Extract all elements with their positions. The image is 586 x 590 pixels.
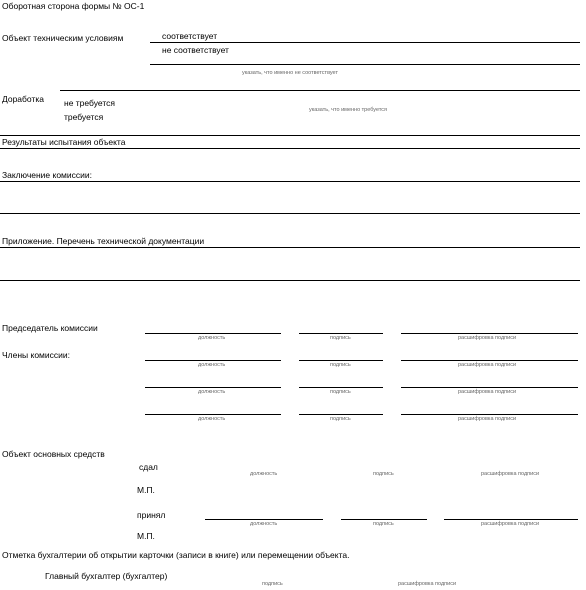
chair-position-caption: должность [198,335,226,341]
compliance-hint: указать, что именно не соответствует [242,70,338,76]
commission-chair-label: Председатель комиссии [2,323,98,333]
compliance-line [150,42,580,43]
attachment-label: Приложение. Перечень технической документации [2,236,205,246]
received-decoding-caption: расшифровка подписи [481,521,540,527]
member-2-position-caption: должность [198,389,226,395]
conclusion-line-1 [0,181,580,182]
member-2-signature-caption: подпись [330,389,351,395]
member-2-signature-line [299,387,383,388]
chair-signature-caption: подпись [330,335,351,341]
handed-over-decoding-caption: расшифровка подписи [481,471,540,477]
handed-over-stamp: М.П. [137,485,155,495]
conclusion-line-2 [0,213,580,214]
member-2-decoding-line [401,387,578,388]
member-3-signature-line [299,414,383,415]
compliance-detail-line [150,64,580,65]
chair-decoding-line [401,333,578,334]
compliance-label: Объект техническим условиям [2,33,124,43]
rework-line [60,90,580,91]
received-signature-line [341,519,427,520]
attachment-line-1 [0,247,580,248]
handed-over-signature-caption: подпись [373,471,394,477]
accounting-label: Отметка бухгалтерии об открытии карточки (записи в книге) или перемещении объекта. [2,550,350,560]
received-position-caption: должность [250,521,278,527]
rework-option-yes: требуется [64,112,104,122]
received-signature-caption: подпись [373,521,394,527]
member-1-decoding-caption: расшифровка подписи [458,362,517,368]
member-3-signature-caption: подпись [330,416,351,422]
compliance-option-no: не соответствует [162,45,229,55]
compliance-option-yes: соответствует [162,31,218,41]
member-1-signature-caption: подпись [330,362,351,368]
member-1-signature-line [299,360,383,361]
chief-signature-caption: подпись [262,581,283,587]
conclusion-label: Заключение комиссии: [2,170,93,180]
chief-accountant-label: Главный бухгалтер (бухгалтер) [45,571,168,581]
member-3-position-line [145,414,281,415]
attachment-line-2 [0,280,580,281]
commission-members-label: Члены комиссии: [2,350,71,360]
handed-over-label: сдал [139,462,158,472]
test-results-line [0,148,580,149]
chair-signature-line [299,333,383,334]
chief-decoding-caption: расшифровка подписи [398,581,457,587]
chair-position-line [145,333,281,334]
rework-option-no: не требуется [64,98,115,108]
fixed-asset-label: Объект основных средств [2,449,105,459]
form-title: Оборотная сторона формы № ОС-1 [2,1,145,11]
member-1-position-caption: должность [198,362,226,368]
handed-over-position-caption: должность [250,471,278,477]
member-1-position-line [145,360,281,361]
received-label: принял [137,510,166,520]
chair-decoding-caption: расшифровка подписи [458,335,517,341]
rework-hint: указать, что именно требуется [309,107,388,113]
member-2-position-line [145,387,281,388]
member-1-decoding-line [401,360,578,361]
member-3-decoding-line [401,414,578,415]
received-position-line [205,519,323,520]
test-results-label: Результаты испытания объекта [2,137,126,147]
member-3-decoding-caption: расшифровка подписи [458,416,517,422]
received-decoding-line [444,519,578,520]
member-2-decoding-caption: расшифровка подписи [458,389,517,395]
received-stamp: М.П. [137,531,155,541]
member-3-position-caption: должность [198,416,226,422]
rework-label: Доработка [2,94,44,104]
rework-bottom-line [0,135,580,136]
